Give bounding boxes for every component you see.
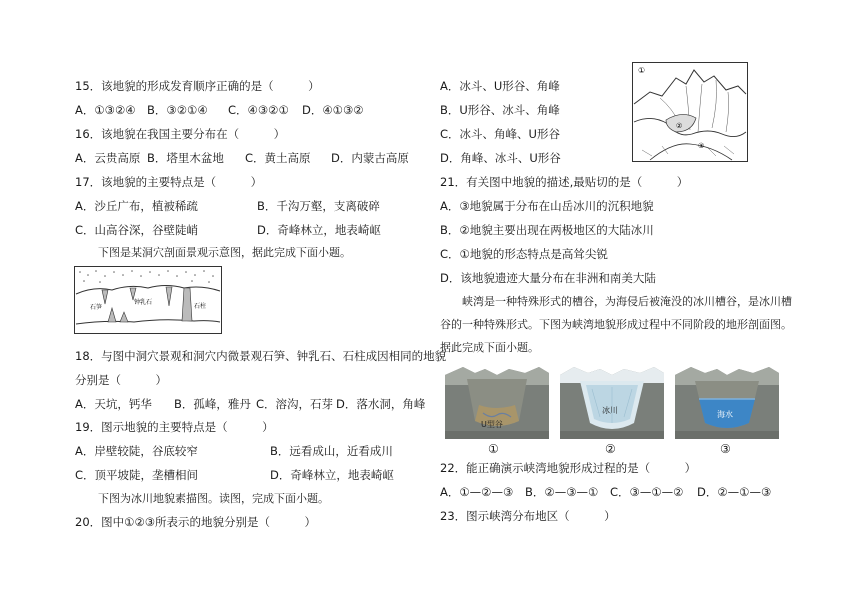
q19-option-b[interactable]: B．远看成山，近看成川: [270, 444, 393, 458]
question-18-line2: 分别是（ ）: [75, 373, 167, 387]
cave-intro: 下图是某洞穴剖面景观示意图，据此完成下面小题。: [98, 246, 351, 259]
fjord-stage-3-diagram: [675, 365, 779, 439]
q20-option-c[interactable]: C．冰斗、角峰、U形谷: [440, 127, 560, 141]
q22-option-c[interactable]: C．③—①—②: [610, 485, 684, 499]
question-16: 16．该地貌在我国主要分布在（ ）: [75, 127, 286, 141]
q18-option-d[interactable]: D．落水洞，角峰: [336, 397, 426, 411]
q16-option-a[interactable]: A．云贵高原: [75, 151, 141, 165]
question-18-line1: 18．与图中洞穴景观和洞穴内微景观石笋、钟乳石、石柱成因相同的地貌: [75, 349, 447, 363]
fjord-stage-1-diagram: [445, 365, 549, 439]
q22-option-b[interactable]: B．②—③—①: [525, 485, 599, 499]
q16-option-c[interactable]: C．黄土高原: [245, 151, 311, 165]
fjord-number-2: ②: [605, 442, 616, 456]
q20-option-a[interactable]: A．冰斗、U形谷、角峰: [440, 79, 560, 93]
fjord-intro-line3: 据此完成下面小题。: [440, 341, 539, 354]
q20-option-d[interactable]: D．角峰、冰斗、U形谷: [440, 151, 561, 165]
q15-option-a[interactable]: A．①③②④: [75, 103, 136, 117]
q16-option-d[interactable]: D．内蒙古高原: [331, 151, 409, 165]
q22-option-d[interactable]: D．②—①—③: [697, 485, 772, 499]
sketch-label-2: ②: [676, 122, 683, 130]
cave-section-diagram: [74, 266, 222, 334]
q20-option-b[interactable]: B．U形谷、冰斗、角峰: [440, 103, 560, 117]
question-17: 17．该地貌的主要特点是（ ）: [75, 175, 263, 189]
fjord-intro-line1: 峡湾是一种特殊形式的槽谷，为海侵后被淹没的冰川槽谷，是冰川槽: [462, 295, 792, 308]
q17-option-c[interactable]: C．山高谷深，谷壁陡峭: [75, 223, 199, 237]
q15-option-d[interactable]: D．④①③②: [302, 103, 364, 117]
cave-label-stalactite: 钟乳石: [134, 299, 153, 306]
cave-label-stalagmite: 石笋: [90, 304, 103, 311]
q18-option-c[interactable]: C．溶沟，石芽: [256, 397, 334, 411]
fjord-label-sea-water: 海水: [717, 410, 733, 419]
q15-option-c[interactable]: C．④③②①: [228, 103, 289, 117]
q18-option-b[interactable]: B．孤峰，雅丹: [174, 397, 251, 411]
q17-option-d[interactable]: D．奇峰林立，地表崎岖: [257, 223, 381, 237]
fjord-label-glacier: 冰川: [602, 406, 618, 415]
cave-label-column: 石柱: [194, 303, 207, 310]
fjord-number-3: ③: [720, 442, 731, 456]
question-15: 15．该地貌的形成发育顺序正确的是（ ）: [75, 79, 320, 93]
q16-option-b[interactable]: B．塔里木盆地: [147, 151, 224, 165]
q22-option-a[interactable]: A．①—②—③: [440, 485, 514, 499]
q19-option-d[interactable]: D．奇峰林立，地表崎岖: [270, 468, 394, 482]
fjord-stage-2-diagram: [560, 365, 664, 439]
question-21: 21．有关图中地貌的描述,最贴切的是（ ）: [440, 175, 689, 189]
q19-option-c[interactable]: C．顶平坡陡，垄槽相间: [75, 468, 199, 482]
question-23: 23．图示峡湾分布地区（ ）: [440, 509, 616, 523]
question-22: 22．能正确演示峡湾地貌形成过程的是（ ）: [440, 461, 697, 475]
q18-option-a[interactable]: A．天坑，钙华: [75, 397, 152, 411]
fjord-intro-line2: 谷的一种特殊形式。下图为峡湾地貌形成过程中不同阶段的地形剖面图。: [440, 318, 792, 331]
fjord-number-1: ①: [488, 442, 499, 456]
q19-option-a[interactable]: A．岸壁较陡，谷底较窄: [75, 444, 198, 458]
q21-option-d[interactable]: D．该地貌遗迹大量分布在非洲和南美大陆: [440, 271, 656, 285]
fjord-label-u-valley: U型谷: [481, 420, 503, 429]
question-19: 19．图示地貌的主要特点是（ ）: [75, 420, 274, 434]
q15-option-b[interactable]: B．③②①④: [147, 103, 208, 117]
q21-option-c[interactable]: C．①地貌的形态特点是高耸尖锐: [440, 247, 608, 261]
sketch-label-3: ③: [698, 142, 705, 150]
question-20: 20．图中①②③所表示的地貌分别是（ ）: [75, 515, 317, 529]
q21-option-b[interactable]: B．②地貌主要出现在两极地区的大陆冰川: [440, 223, 654, 237]
glacier-intro: 下图为冰川地貌素描图。读图，完成下面小题。: [98, 492, 329, 505]
sketch-label-1: ①: [638, 66, 646, 75]
q21-option-a[interactable]: A．③地貌属于分布在山岳冰川的沉积地貌: [440, 199, 654, 213]
q17-option-a[interactable]: A．沙丘广布，植被稀疏: [75, 199, 198, 213]
q17-option-b[interactable]: B．千沟万壑，支离破碎: [257, 199, 380, 213]
glacier-landform-sketch: [632, 62, 748, 162]
